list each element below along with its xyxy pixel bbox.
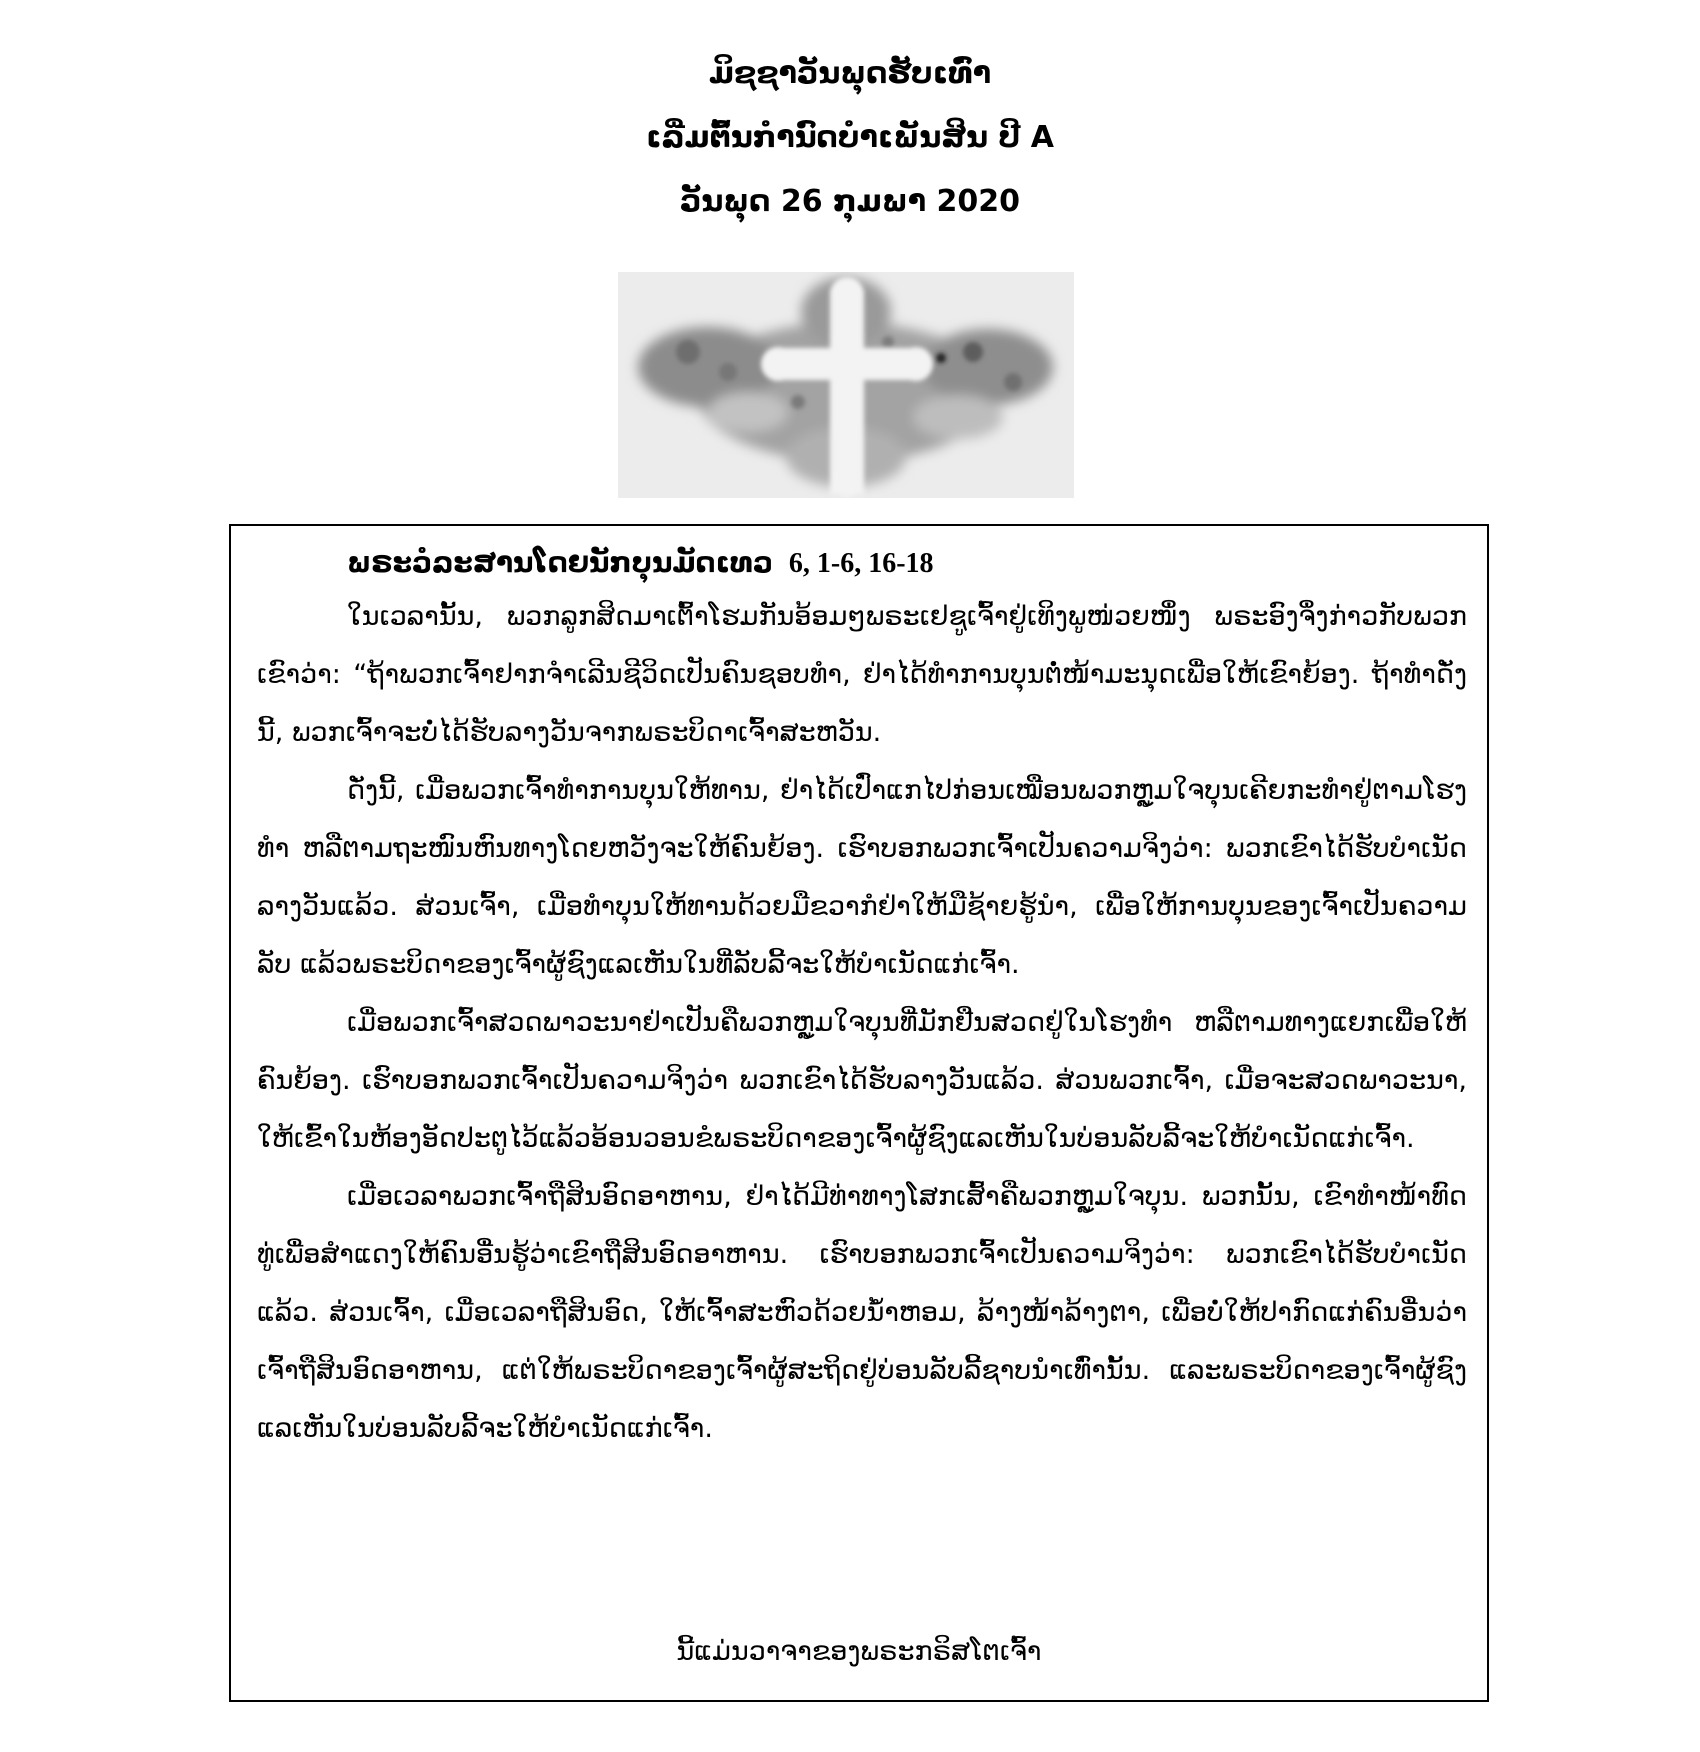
ash-cross-image: [618, 272, 1074, 498]
title-line-1: ມິຊຊາວັນພຸດຮັບເທົ່າ: [708, 56, 992, 91]
title-line-3-date: ວັນພຸດ 26 ກຸມພາ 2020: [679, 184, 1021, 219]
reading-heading-reference: 6, 1-6, 16-18: [788, 548, 934, 579]
reading-paragraph: ເມື່ອເວລາພວກເຈົ້າຖືສິນອົດອາຫານ, ຢ່າໄດ້ມີທ່າທາງໂສກເສົ້າຄືພວກຫຼູມໃຈບຸນ. ພວກນັ້ນ, ເຂົາທໍາໜ້າທົດທູ່ເພື່ອສໍາແດງໃຫ້ຄົນອື່ນຮູ້ວ່າເຂົາຖືສິນອົດອາຫານ. ເຮົາບອກພວກເຈົ້າເປັນຄວາມຈິງວ່າ: ພວກເຂົາໄດ້ຮັບບໍາເນັດແລ້ວ. ສ່ວນເຈົ້າ, ເມື່ອເວລາຖືສິນອົດ, ໃຫ້ເຈົ້າສະຫົວດ້ວຍນໍ້າຫອມ, ລ້າງໜ້າລ້າງຕາ, ເພື່ອບໍ່ໃຫ້ປາກົດແກ່ຄົນອື່ນວ່າເຈົ້າຖືສິນອົດອາຫານ, ແຕ່ໃຫ້ພຣະບິດາຂອງເຈົ້າຜູ້ສະຖິດຢູ່ບ່ອນລັບລີ້ຊາບນໍາເທົ່ານັ້ນ. ແລະພຣະບິດາຂອງເຈົ້າຜູ້ຊົງແລເຫັນໃນບ່ອນລັບລີ້ຈະໃຫ້ບໍາເນັດແກ່ເຈົ້າ.: [257, 1181, 1467, 1444]
reading-closing-acclamation: ນີ້ແມ່ນວາຈາຂອງພຣະກຣິສໂຕເຈົ້າ: [676, 1636, 1042, 1667]
gospel-reading-box: [229, 524, 1489, 1702]
reading-body: [257, 588, 1467, 1458]
reading-heading: [347, 546, 934, 580]
document-title: [0, 42, 1700, 234]
reading-paragraph: ໃນເວລານັ້ນ, ພວກລູກສິດມາເຕົ້າໂຮມກັນອ້ອມໆພຣະເຢຊູເຈົ້າຢູ່ເທິງພູໜ່ວຍໜຶ່ງ ພຣະອົງຈຶ່ງກ່າວກັບພວກເຂົາວ່າ: “ຖ້າພວກເຈົ້າຢາກຈໍາເລີນຊີວິດເປັນຄົນຊອບທໍາ, ຢ່າໄດ້ທໍາການບຸນຕໍ່ໜ້າມະນຸດເພື່ອໃຫ້ເຂົາຍ້ອງ. ຖ້າທໍາດັ່ງນີ້, ພວກເຈົ້າຈະບໍ່ໄດ້ຮັບລາງວັນຈາກພຣະບິດາເຈົ້າສະຫວັນ.: [257, 601, 1467, 748]
title-line-2: ເລີ່ມຕົ້ນກໍານົດບໍາເພັນສິນ ປີ A: [646, 120, 1054, 155]
reading-paragraph: ເມື່ອພວກເຈົ້າສວດພາວະນາຢ່າເປັນຄືພວກຫຼູມໃຈບຸນທີ່ມັກຢືນສວດຢູ່ໃນໂຮງທໍາ ຫລືຕາມທາງແຍກເພື່ອໃຫ້ຄົນຍ້ອງ. ເຮົາບອກພວກເຈົ້າເປັນຄວາມຈິງວ່າ ພວກເຂົາໄດ້ຮັບລາງວັນແລ້ວ. ສ່ວນພວກເຈົ້າ, ເມື່ອຈະສວດພາວະນາ, ໃຫ້ເຂົ້າໃນຫ້ອງອັດປະຕູໄວ້ແລ້ວອ້ອນວອນຂໍພຣະບິດາຂອງເຈົ້າຜູ້ຊົງແລເຫັນໃນບ່ອນລັບລີ້ຈະໃຫ້ບໍາເນັດແກ່ເຈົ້າ.: [257, 1007, 1467, 1154]
reading-paragraph: ດັ່ງນີ້, ເມື່ອພວກເຈົ້າທໍາການບຸນໃຫ້ທານ, ຢ່າໄດ້ເປົ່າແກໄປກ່ອນເໝືອນພວກຫຼູມໃຈບຸນເຄີຍກະທໍາຢູ່ຕາມໂຮງທໍາ ຫລືຕາມຖະໜົນຫົນທາງໂດຍຫວັງຈະໃຫ້ຄົນຍ້ອງ. ເຮົາບອກພວກເຈົ້າເປັນຄວາມຈິງວ່າ: ພວກເຂົາໄດ້ຮັບບໍາເນັດລາງວັນແລ້ວ. ສ່ວນເຈົ້າ, ເມື່ອທໍາບຸນໃຫ້ທານດ້ວຍມືຂວາກໍຢ່າໃຫ້ມືຊ້າຍຮູ້ນໍາ, ເພື່ອໃຫ້ການບຸນຂອງເຈົ້າເປັນຄວາມລັບ ແລ້ວພຣະບິດາຂອງເຈົ້າຜູ້ຊົງແລເຫັນໃນທີ່ລັບລີ້ຈະໃຫ້ບໍາເນັດແກ່ເຈົ້າ.: [257, 775, 1467, 980]
reading-heading-title: ພຣະວໍລະສານໂດຍນັກບຸນມັດເທວ: [347, 546, 773, 579]
